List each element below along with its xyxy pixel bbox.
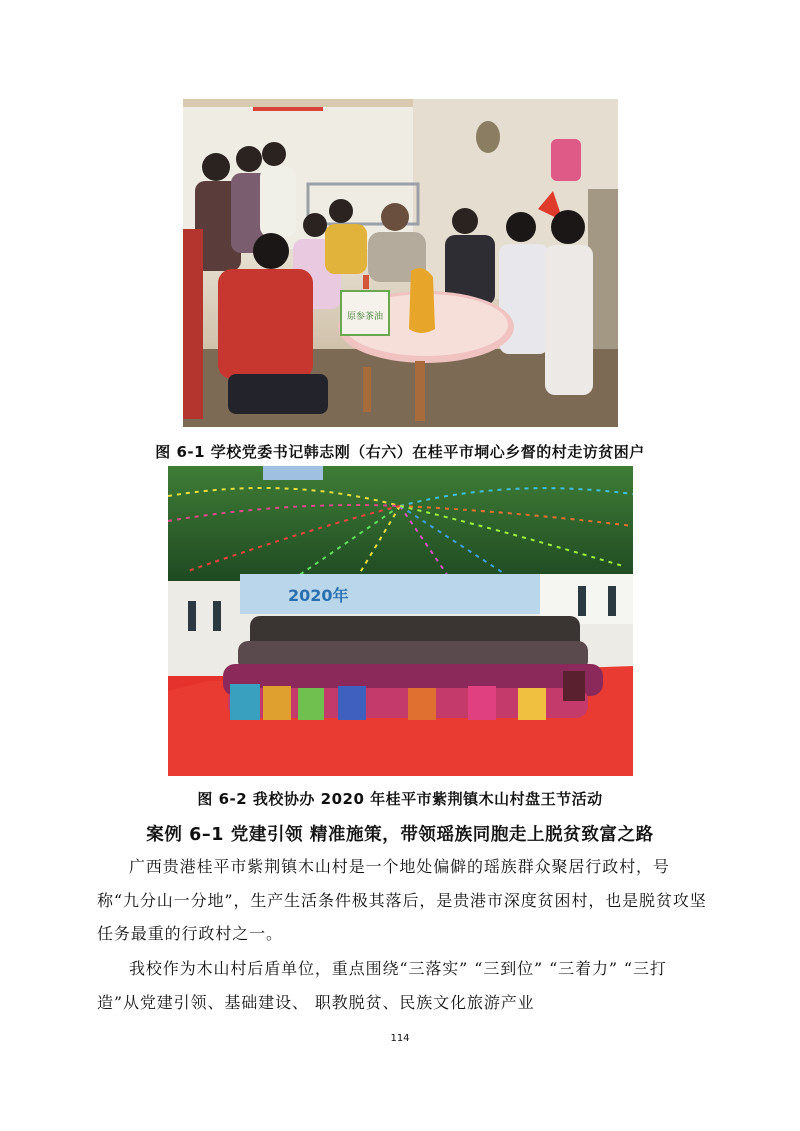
photo-party-secretary-visit [183, 99, 618, 427]
festival-scene-illustration [168, 466, 633, 776]
photo-panwang-festival [168, 466, 633, 776]
crowd-group [223, 616, 603, 720]
festival-banner-text: 2020年 [288, 586, 349, 605]
body-paragraph: 我校作为木山村后盾单位，重点围绕“三落实” “三到位” “三着力” “三打造”从党建引领、基础建设、 职教脱贫、民族文化旅游产业 [97, 959, 667, 1012]
visit-scene-illustration [183, 99, 618, 427]
figure-caption-6-1: 图 6-1 学校党委书记韩志刚（右六）在桂平市垌心乡督的村走访贫困户 [155, 443, 645, 461]
case-heading: 案例 6–1 党建引领 精准施策，带领瑶族同胞走上脱贫致富之路 [146, 825, 654, 845]
body-paragraph: 广西贵港桂平市紫荆镇木山村是一个地处偏僻的瑶族群众聚居行政村，号称“九分山一分地”，生产生活条件极其落后，是贵港市深度贫困村，也是脱贫攻坚任务最重的行政村之一。 [97, 857, 707, 943]
figure-caption-6-2: 图 6-2 我校协办 2020 年桂平市紫荆镇木山村盘王节活动 [197, 790, 603, 808]
page-number: 114 [390, 1033, 410, 1044]
product-box-label: 原参茶油 [346, 312, 384, 322]
